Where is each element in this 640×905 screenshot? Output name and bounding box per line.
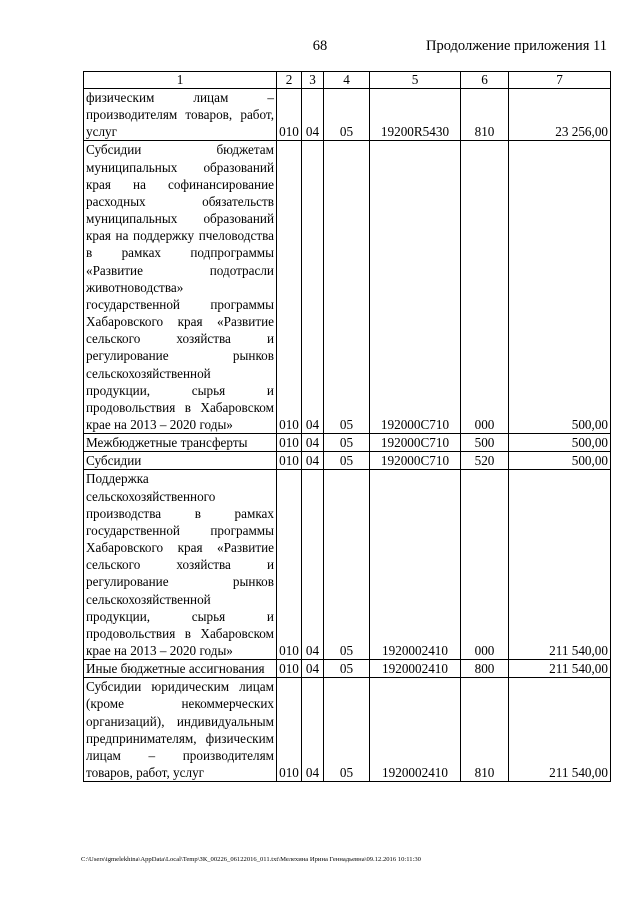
subsection-cell: 05 — [324, 89, 370, 141]
amount-cell: 500,00 — [509, 452, 611, 470]
subsection-cell: 05 — [324, 434, 370, 452]
appendix-continuation-title: Продолжение приложения 11 — [425, 38, 607, 54]
budget-table — [83, 71, 611, 782]
expense-type-cell: 810 — [461, 89, 509, 141]
amount-cell: 23 256,00 — [509, 89, 611, 141]
table-row — [84, 434, 611, 452]
expense-type-cell: 810 — [461, 678, 509, 782]
section-cell: 04 — [302, 660, 324, 678]
table-row — [84, 452, 611, 470]
table-row — [84, 141, 611, 434]
target-article-cell: 192000С710 — [370, 452, 461, 470]
expense-type-cell: 500 — [461, 434, 509, 452]
column-header: 7 — [509, 72, 611, 89]
row-name-cell: физическим лицам – производителям товаров, работ, услуг — [84, 89, 277, 141]
target-article-cell: 1920002410 — [370, 470, 461, 660]
table-row — [84, 678, 611, 782]
row-name-cell: Субсидии юридическим лицам (кроме некоммерческих организаций), индивидуальным предпринимателям, физическим лицам – производителям товаров, работ, услуг — [84, 678, 277, 782]
target-article-cell: 1920002410 — [370, 660, 461, 678]
column-header: 3 — [302, 72, 324, 89]
column-header: 1 — [84, 72, 277, 89]
expense-type-cell: 000 — [461, 470, 509, 660]
expense-type-cell: 800 — [461, 660, 509, 678]
ministry-code-cell: 010 — [277, 470, 302, 660]
table-header-row — [84, 72, 611, 89]
column-header: 5 — [370, 72, 461, 89]
expense-type-cell: 000 — [461, 141, 509, 434]
table-row — [84, 89, 611, 141]
amount-cell: 211 540,00 — [509, 660, 611, 678]
row-name-cell: Иные бюджетные ассигнования — [84, 660, 277, 678]
section-cell: 04 — [302, 452, 324, 470]
section-cell: 04 — [302, 89, 324, 141]
amount-cell: 500,00 — [509, 434, 611, 452]
subsection-cell: 05 — [324, 660, 370, 678]
row-name-cell: Субсидии бюджетам муниципальных образований края на софинансирование расходных обязательств муниципальных образований края на поддержку пчеловодства в рамках подпрограммы «Развитие подотрасли животноводства» государственной программы Хабаровского края «Развитие сельского хозяйства и регулирование рынков сельскохозяйственной продукции, сырья и продовольствия в Хабаровском крае на 2013 – 2020 годы» — [84, 141, 277, 434]
ministry-code-cell: 010 — [277, 678, 302, 782]
subsection-cell: 05 — [324, 678, 370, 782]
section-cell: 04 — [302, 470, 324, 660]
column-header: 2 — [277, 72, 302, 89]
target-article-cell: 192000С710 — [370, 434, 461, 452]
ministry-code-cell: 010 — [277, 141, 302, 434]
target-article-cell: 19200R5430 — [370, 89, 461, 141]
section-cell: 04 — [302, 141, 324, 434]
amount-cell: 211 540,00 — [509, 470, 611, 660]
row-name-cell: Межбюджетные трансферты — [84, 434, 277, 452]
section-cell: 04 — [302, 434, 324, 452]
column-header: 4 — [324, 72, 370, 89]
target-article-cell: 192000С710 — [370, 141, 461, 434]
column-header: 6 — [461, 72, 509, 89]
expense-type-cell: 520 — [461, 452, 509, 470]
amount-cell: 500,00 — [509, 141, 611, 434]
amount-cell: 211 540,00 — [509, 678, 611, 782]
ministry-code-cell: 010 — [277, 452, 302, 470]
row-name-cell: Поддержка сельскохозяйственного производства в рамках государственной программы Хабаровского края «Развитие сельского хозяйства и регулирование рынков сельскохозяйственной продукции, сырья и продовольствия в Хабаровском крае на 2013 – 2020 годы» — [84, 470, 277, 660]
section-cell: 04 — [302, 678, 324, 782]
row-name-cell: Субсидии — [84, 452, 277, 470]
page-number: 68 — [312, 38, 328, 54]
subsection-cell: 05 — [324, 141, 370, 434]
subsection-cell: 05 — [324, 470, 370, 660]
table-row — [84, 660, 611, 678]
ministry-code-cell: 010 — [277, 434, 302, 452]
ministry-code-cell: 010 — [277, 660, 302, 678]
target-article-cell: 1920002410 — [370, 678, 461, 782]
ministry-code-cell: 010 — [277, 89, 302, 141]
document-path-footer: C:\Users\igmelekhina\AppData\Local\Temp\ЗК_00226_06122016_011.txt\Мелехина Ирина Геннадьевна\09.12.2016 10:11:30 — [81, 856, 421, 863]
table-row — [84, 470, 611, 660]
subsection-cell: 05 — [324, 452, 370, 470]
